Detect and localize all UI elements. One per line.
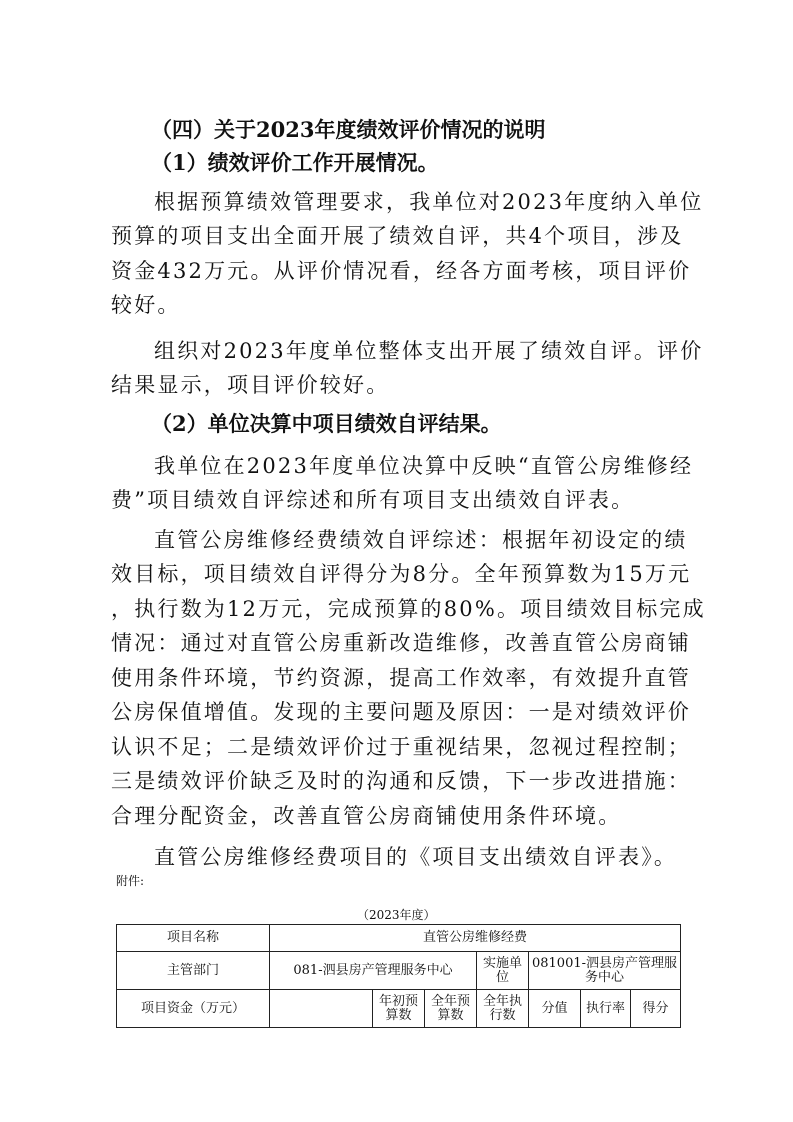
para4-line: 公房保值增值。发现的主要问题及原因：一是对绩效评价 xyxy=(111,700,691,724)
subheading-2: （2）单位决算中项目绩效自评结果。 xyxy=(151,411,502,436)
col-score: 得分 xyxy=(631,990,681,1028)
para1-line: 资金432万元。从评价情况看，经各方面考核，项目评价 xyxy=(111,259,692,283)
para1-line: 较好。 xyxy=(111,293,181,317)
para4-line: 合理分配资金，改善直管公房商铺使用条件环境。 xyxy=(111,804,622,828)
col-score-value: 分值 xyxy=(529,990,581,1028)
dept-label: 主管部门 xyxy=(117,952,270,990)
para1-line: 预算的项目支出全面开展了绩效自评，共4个项目，涉及 xyxy=(111,224,684,248)
para4-line: 认识不足；二是绩效评价过于重视结果，忽视过程控制； xyxy=(111,735,691,759)
para3-line: 我单位在2023年度单位决算中反映“直管公房维修经 xyxy=(154,454,694,478)
para4-line: 效目标，项目绩效自评得分为8分。全年预算数为15万元 xyxy=(111,562,692,586)
col-exec-rate: 执行率 xyxy=(581,990,631,1028)
fund-blank xyxy=(270,990,373,1028)
self-evaluation-table xyxy=(116,924,681,1028)
para1-line: 根据预算绩效管理要求，我单位对2023年度纳入单位 xyxy=(154,190,704,214)
impl-value: 081001-泗县房产管理服务中心 xyxy=(529,952,681,990)
project-name-label: 项目名称 xyxy=(117,925,270,952)
para4-line: 直管公房维修经费绩效自评综述：根据年初设定的绩 xyxy=(154,528,688,552)
impl-label: 实施单位 xyxy=(477,952,529,990)
dept-value: 081-泗县房产管理服务中心 xyxy=(270,952,477,990)
project-name-value: 直管公房维修经费 xyxy=(270,925,681,952)
para4-line: 使用条件环境，节约资源，提高工作效率，有效提升直管 xyxy=(111,666,691,690)
para5-line: 直管公房维修经费项目的《项目支出绩效自评表》。 xyxy=(154,845,678,869)
attachment-label: 附件: xyxy=(116,874,145,888)
para4-line: 三是绩效评价缺乏及时的沟通和反馈，下一步改进措施： xyxy=(111,769,691,793)
para2-line: 组织对2023年度单位整体支出开展了绩效自评。评价 xyxy=(154,339,704,363)
para2-line: 结果显示，项目评价较好。 xyxy=(111,373,390,397)
table-year: （2023年度） xyxy=(357,908,436,922)
col-initial-budget: 年初预算数 xyxy=(373,990,425,1028)
col-full-budget: 全年预算数 xyxy=(425,990,477,1028)
section-heading: （四）关于2023年度绩效评价情况的说明 xyxy=(151,117,546,142)
fund-label: 项目资金（万元） xyxy=(117,990,270,1028)
col-full-exec: 全年执行数 xyxy=(477,990,529,1028)
subheading-1: （1）绩效评价工作开展情况。 xyxy=(151,150,439,175)
para4-line: 情况：通过对直管公房重新改造维修，改善直管公房商铺 xyxy=(111,631,691,655)
para4-line: ，执行数为12万元，完成预算的80%。项目绩效目标完成 xyxy=(111,597,706,621)
para3-line: 费”项目绩效自评综述和所有项目支出绩效自评表。 xyxy=(111,488,635,512)
